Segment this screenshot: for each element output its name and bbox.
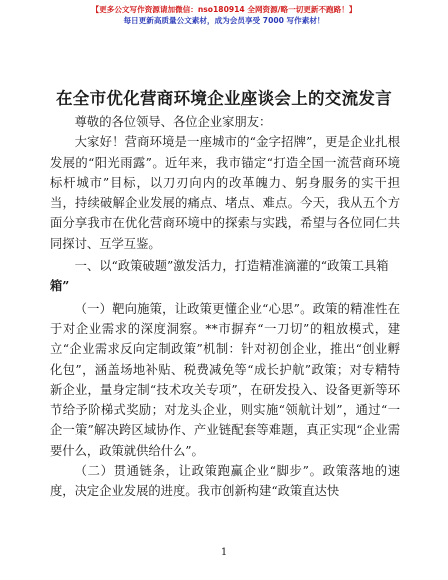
document-title: 在全市优化营商环境企业座谈会上的交流发言: [56, 89, 392, 108]
section-1-heading-tail: 箱”: [50, 278, 70, 294]
promo-banner-line-2: 每日更新高质量公文素材，成为会员享受 7000 写作素材！: [123, 16, 325, 25]
document-body: [50, 112, 400, 502]
subsection-1-label: （一）靶向施策，: [74, 301, 175, 316]
subsection-1: [50, 299, 400, 461]
subsection-2: [50, 461, 400, 502]
promo-banner: [0, 4, 448, 26]
subsection-2-label: （二）贯通链条，: [74, 464, 179, 479]
promo-banner-line-1: 【更多公文写作资源请加微信：nso180914 全网资源/略一切更新不跑路！】: [91, 5, 357, 14]
subsection-1-text: 让政策更懂企业“心思”。政策的精准性在于对企业需求的深度洞察。**市摒弃“一刀切”的粗放模式，建立“企业需求反向定制政策”机制：针对初创企业，推出“创业孵化包”，涵盖场地补贴、税费减免等“成长护航”政策；对专精特新企业，量身定制“技术攻关专项”，在研发投入、设备更新等环节给予阶梯式奖励；对龙头企业，则实施“领航计划”，通过“一企一策”解决跨区域协作、产业链配套等难题，真正实现“企业需要什么，政策就供给什么”。: [50, 301, 400, 458]
greeting: 尊敬的各位领导、各位企业家朋友：: [74, 115, 272, 129]
section-1-heading-text: 一、以“政策破题”激发活力，打造精准滴灌的“政策工具箱: [74, 259, 389, 274]
section-1-heading: [50, 256, 400, 297]
page-number: 1: [220, 547, 228, 558]
subsection-2-text: 让政策跑赢企业“脚步”。政策落地的速度，决定企业发展的进度。我市创新构建“政策直达快: [50, 464, 400, 499]
intro-paragraph: 大家好！营商环境是一座城市的“金字招牌”，更是企业扎根发展的“阳光雨露”。近年来，我市锚定“打造全国一流营商环境标杆城市”目标，以刀刃向内的改革魄力、躬身服务的实干担当，持续破解企业发展的痛点、堵点、难点。今天，我从五个方面分享我市在优化营商环境中的探索与实践，希望与各位同仁共同探讨、互学互鉴。: [50, 135, 400, 251]
